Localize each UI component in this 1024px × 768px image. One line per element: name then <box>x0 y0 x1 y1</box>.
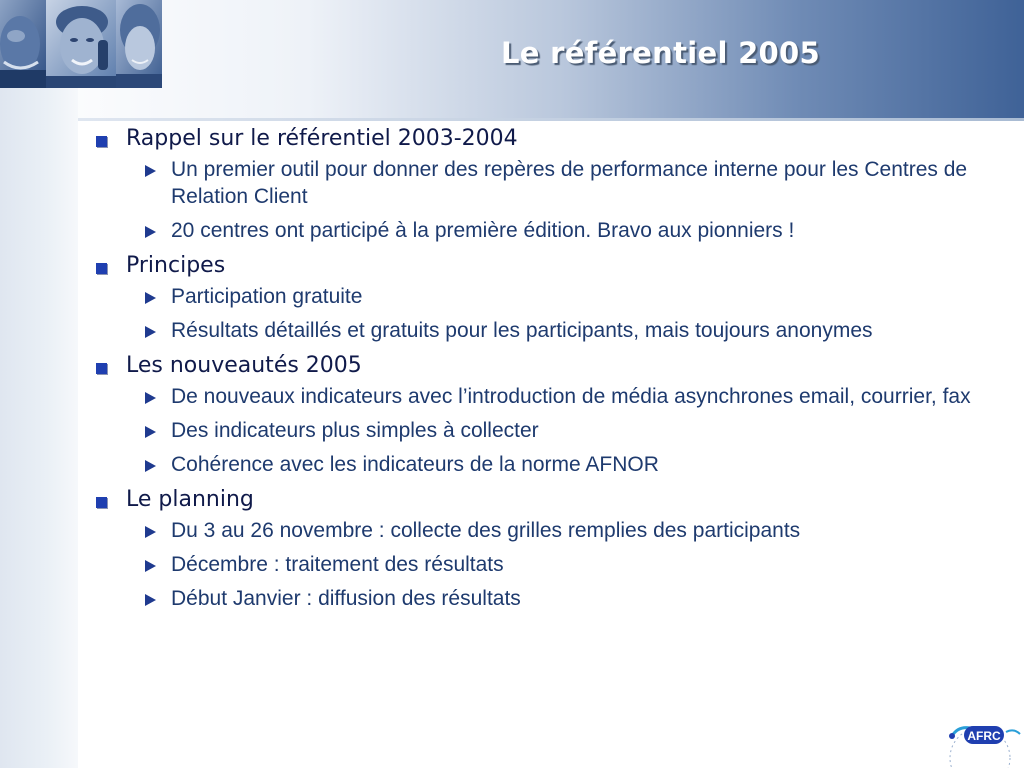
list-item-text: 20 centres ont participé à la première édition. Bravo aux pionniers ! <box>171 219 795 242</box>
section-principes <box>90 251 990 344</box>
list-item <box>90 517 990 544</box>
section-heading-text: Les nouveautés 2005 <box>126 353 362 378</box>
list-item <box>90 217 990 244</box>
square-bullet-icon <box>96 136 107 147</box>
sub-bullet-list <box>90 156 990 244</box>
list-item-text: Participation gratuite <box>171 285 363 308</box>
section-heading-text: Principes <box>126 253 226 278</box>
list-item-text: Des indicateurs plus simples à collecter <box>171 419 539 442</box>
list-item-text: Résultats détaillés et gratuits pour les participants, mais toujours anonymes <box>171 319 873 342</box>
list-item <box>90 317 990 344</box>
triangle-bullet-icon <box>145 460 156 472</box>
list-item-text: Un premier outil pour donner des repères de performance interne pour les Centres de Relation Client <box>171 158 968 208</box>
section-nouveautes <box>90 351 990 478</box>
list-item-text: Décembre : traitement des résultats <box>171 553 504 576</box>
section-rappel <box>90 124 990 244</box>
photo-man-1 <box>0 0 46 88</box>
slide-title: Le référentiel 2005 <box>500 36 820 70</box>
list-item <box>90 551 990 578</box>
header-photo-strip <box>0 0 162 88</box>
square-bullet-icon <box>96 363 107 374</box>
section-heading <box>90 124 990 154</box>
section-heading-text: Rappel sur le référentiel 2003-2004 <box>126 126 518 151</box>
header-divider <box>78 118 1024 121</box>
square-bullet-icon <box>96 497 107 508</box>
list-item <box>90 417 990 444</box>
section-heading-text: Le planning <box>126 487 254 512</box>
sub-bullet-list <box>90 383 990 478</box>
logo-text: AFRC <box>967 729 1001 743</box>
section-heading <box>90 351 990 381</box>
triangle-bullet-icon <box>145 426 156 438</box>
list-item-text: Début Janvier : diffusion des résultats <box>171 587 521 610</box>
section-heading <box>90 485 990 515</box>
list-item <box>90 383 990 410</box>
section-planning <box>90 485 990 612</box>
photo-man-2 <box>46 0 116 88</box>
triangle-bullet-icon <box>145 594 156 606</box>
triangle-bullet-icon <box>145 165 156 177</box>
list-item-text: Du 3 au 26 novembre : collecte des grilles remplies des participants <box>171 519 801 542</box>
triangle-bullet-icon <box>145 526 156 538</box>
afrc-logo-icon <box>940 718 1024 768</box>
triangle-bullet-icon <box>145 326 156 338</box>
triangle-bullet-icon <box>145 292 156 304</box>
list-item <box>90 283 990 310</box>
list-item-text: De nouveaux indicateurs avec l’introduction de média asynchrones email, courrier, fax <box>171 385 971 408</box>
section-heading <box>90 251 990 281</box>
list-item <box>90 585 990 612</box>
triangle-bullet-icon <box>145 560 156 572</box>
sub-bullet-list <box>90 517 990 612</box>
list-item <box>90 156 990 210</box>
square-bullet-icon <box>96 263 107 274</box>
list-item <box>90 451 990 478</box>
sub-bullet-list <box>90 283 990 344</box>
photo-woman <box>116 0 162 88</box>
triangle-bullet-icon <box>145 392 156 404</box>
list-item-text: Cohérence avec les indicateurs de la norme AFNOR <box>171 453 659 476</box>
triangle-bullet-icon <box>145 226 156 238</box>
slide-body <box>90 122 990 619</box>
left-band <box>0 88 78 768</box>
